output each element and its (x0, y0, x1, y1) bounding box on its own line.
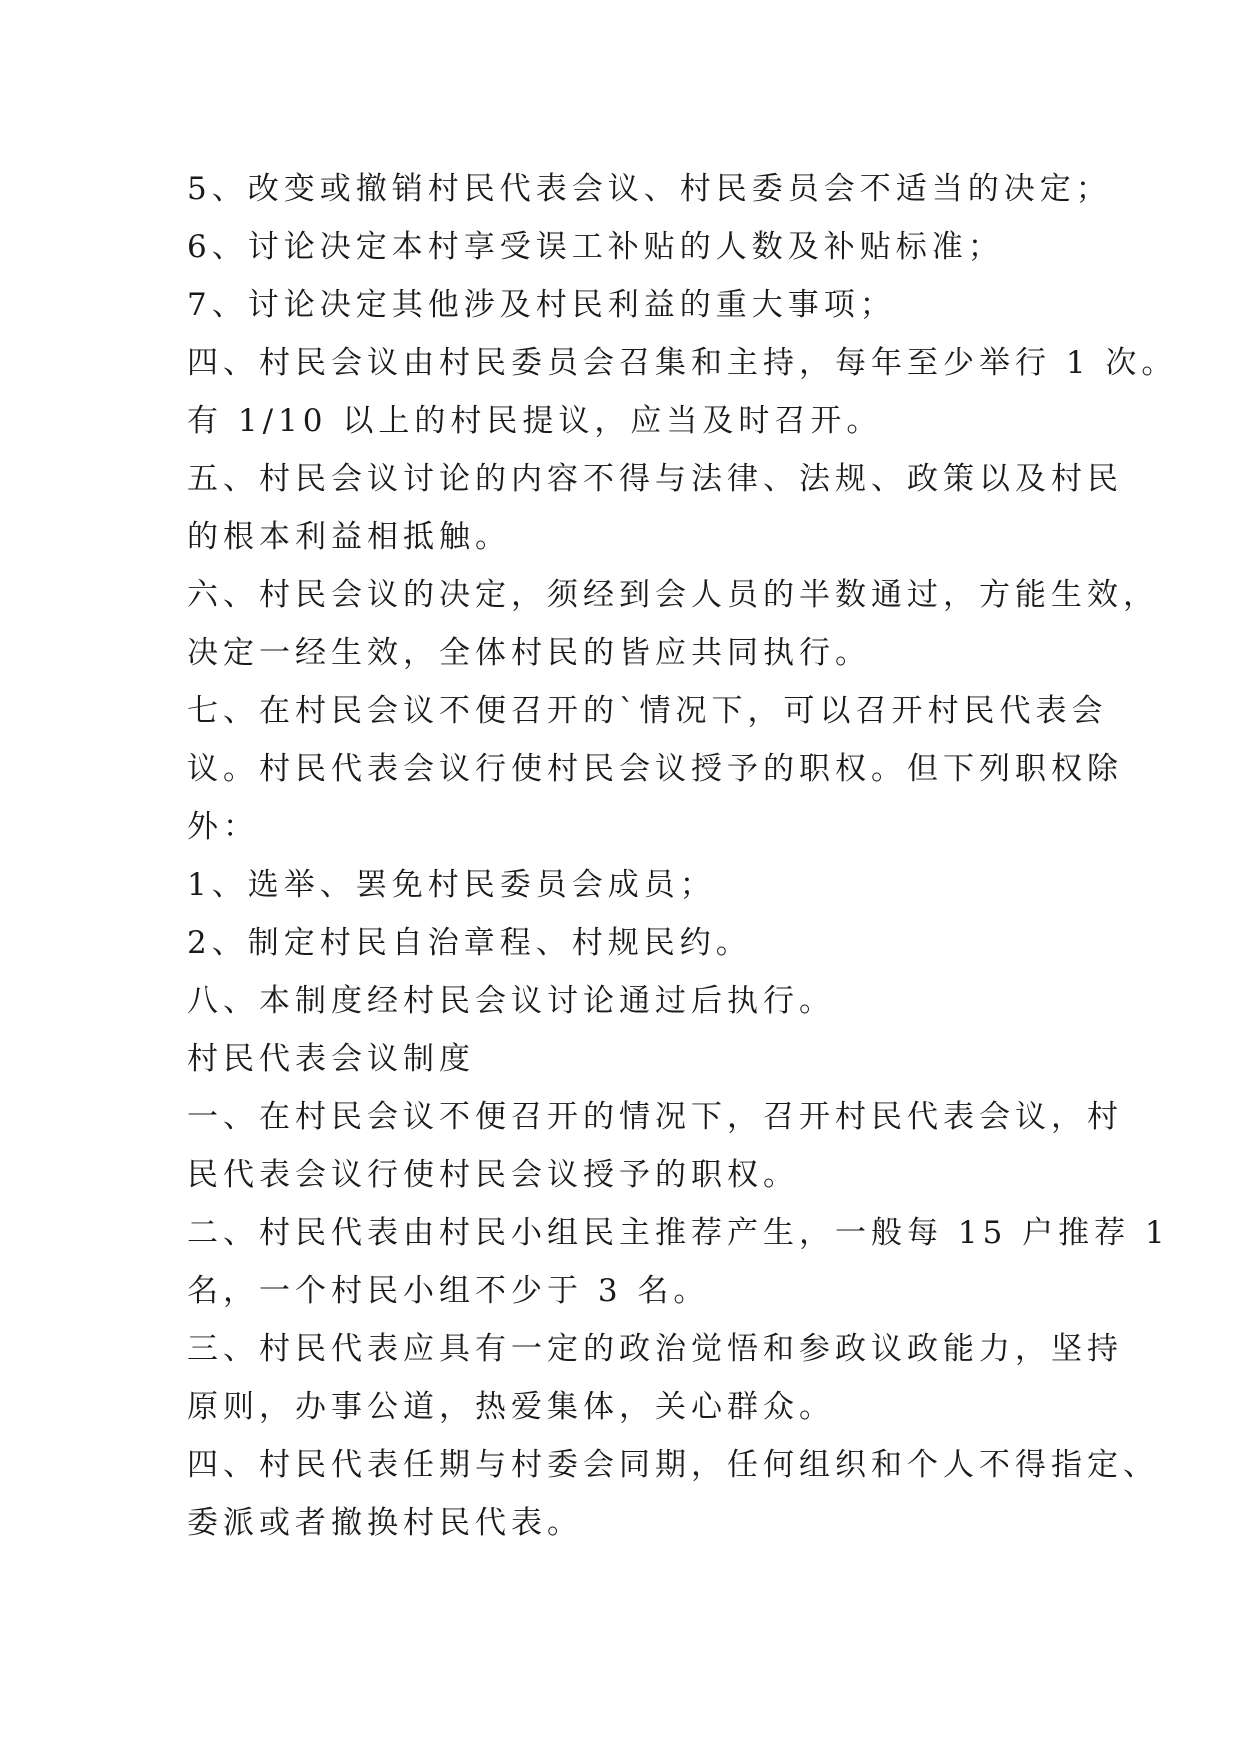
text-line: 二、村民代表由村民小组民主推荐产生，一般每 15 户推荐 1 (187, 1215, 1170, 1251)
text-line: 四、村民代表任期与村委会同期，任何组织和个人不得指定、 (187, 1447, 1159, 1483)
text-line: 决定一经生效，全体村民的皆应共同执行。 (187, 635, 871, 671)
text-line: 五、村民会议讨论的内容不得与法律、法规、政策以及村民 (187, 461, 1123, 497)
text-line: 七、在村民会议不便召开的`情况下，可以召开村民代表会 (187, 693, 1108, 729)
text-line: 八、本制度经村民会议讨论通过后执行。 (187, 983, 835, 1019)
text-line: 的根本利益相抵触。 (187, 519, 511, 555)
text-line: 名，一个村民小组不少于 3 名。 (187, 1273, 710, 1309)
text-line: 1、选举、罢免村民委员会成员； (187, 867, 716, 903)
text-line: 6、讨论决定本村享受误工补贴的人数及补贴标准； (187, 229, 1004, 265)
text-line: 5、改变或撤销村民代表会议、村民委员会不适当的决定； (187, 171, 1112, 207)
text-line: 外： (187, 809, 259, 845)
text-line: 原则，办事公道，热爱集体，关心群众。 (187, 1389, 835, 1425)
text-line: 7、讨论决定其他涉及村民利益的重大事项； (187, 287, 896, 323)
section-heading: 村民代表会议制度 (187, 1041, 475, 1077)
text-line: 民代表会议行使村民会议授予的职权。 (187, 1157, 799, 1193)
text-line: 六、村民会议的决定，须经到会人员的半数通过，方能生效， (187, 577, 1159, 613)
text-line: 四、村民会议由村民委员会召集和主持，每年至少举行 1 次。 (187, 345, 1178, 381)
text-line: 委派或者撤换村民代表。 (187, 1505, 583, 1541)
text-line: 有 1/10 以上的村民提议，应当及时召开。 (187, 403, 883, 439)
document-body (187, 160, 1178, 1552)
text-line: 2、制定村民自治章程、村规民约。 (187, 925, 752, 961)
text-line: 一、在村民会议不便召开的情况下，召开村民代表会议，村 (187, 1099, 1123, 1135)
text-line: 议。村民代表会议行使村民会议授予的职权。但下列职权除 (187, 751, 1123, 787)
text-line: 三、村民代表应具有一定的政治觉悟和参政议政能力，坚持 (187, 1331, 1123, 1367)
